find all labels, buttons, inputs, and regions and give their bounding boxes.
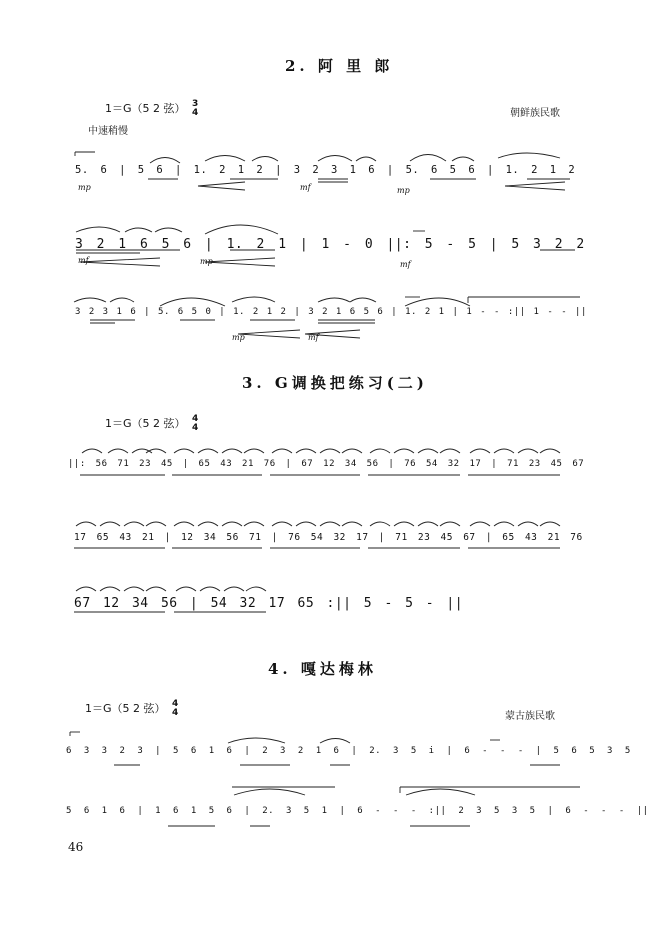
score-line-2: 5 6 1 6 | 1 6 1 5 6 | 2. 3 5 1 | 6 - - - :|| 2 3 5 3 5 | 6 - - - || (66, 806, 649, 816)
key-prefix: 1＝G（ (105, 102, 143, 115)
time-top: 4 (172, 699, 179, 709)
key-strings: 5 2 弦） (142, 102, 186, 115)
piece-title: 2. 阿 里 郎 (285, 57, 394, 75)
key-strings: 5 2 弦） (142, 417, 186, 430)
dynamic-mark: mf (300, 183, 311, 192)
score-line-1: 5. 6 | 5 6 | 1. 2 1 2 | 3 2 3 1 6 | 5. 6 5 6 | 1. 2 1 2 (75, 164, 576, 176)
dynamic-mark: mf (400, 260, 411, 269)
key-signature (105, 415, 198, 433)
time-signature (172, 700, 178, 718)
key-prefix: 1＝G（ (105, 417, 143, 430)
score-line-3: 3 2 3 1 6 | 5. 6 5 0 | 1. 2 1 2 | 3 2 1 6 5 6 | 1. 2 1 | 1 - - :|| 1 - - || (75, 307, 587, 317)
dynamic-mark: mp (78, 183, 91, 192)
dynamic-mark: mp (232, 333, 245, 342)
song-origin: 朝鲜族民歌 (510, 108, 560, 119)
page-number: 46 (68, 840, 84, 854)
time-top: 3 (192, 99, 199, 109)
time-top: 4 (192, 414, 199, 424)
time-signature (192, 415, 198, 433)
piece-title: 4. 嘎达梅林 (268, 660, 377, 678)
dynamic-mark: mf (308, 333, 319, 342)
score-line-1: 6 3 3 2 3 | 5 6 1 6 | 2 3 2 1 6 | 2. 3 5 i | 6 - - - | 5 6 5 3 5 (66, 746, 631, 756)
score-line-1: ||: 56 71 23 45 | 65 43 21 76 | 67 12 34 56 | 76 54 32 17 | 71 23 45 67 (68, 459, 585, 469)
piece-title: 3. G调换把练习(二) (242, 374, 428, 392)
score-line-2: 3 2 1 6 5 6 | 1. 2 1 | 1 - 0 ||: 5 - 5 | 5 3 2 2 (75, 237, 585, 252)
key-strings: 5 2 弦） (122, 702, 166, 715)
tempo-marking: 中速稍慢 (88, 126, 128, 137)
time-bottom: 4 (192, 108, 199, 118)
dynamic-mark: mp (397, 186, 410, 195)
key-signature (85, 700, 178, 718)
key-signature (105, 100, 198, 118)
score-line-3: 67 12 34 56 | 54 32 17 65 :|| 5 - 5 - || (74, 596, 464, 611)
dynamic-mark: mp (200, 257, 213, 266)
song-origin: 蒙古族民歌 (505, 711, 555, 722)
dynamic-mark: mf (78, 256, 89, 265)
score-line-2: 17 65 43 21 | 12 34 56 71 | 76 54 32 17 | 71 23 45 67 | 65 43 21 76 (74, 532, 583, 543)
time-bottom: 4 (192, 423, 199, 433)
key-prefix: 1＝G（ (85, 702, 123, 715)
time-signature (192, 100, 198, 118)
time-bottom: 4 (172, 708, 179, 718)
